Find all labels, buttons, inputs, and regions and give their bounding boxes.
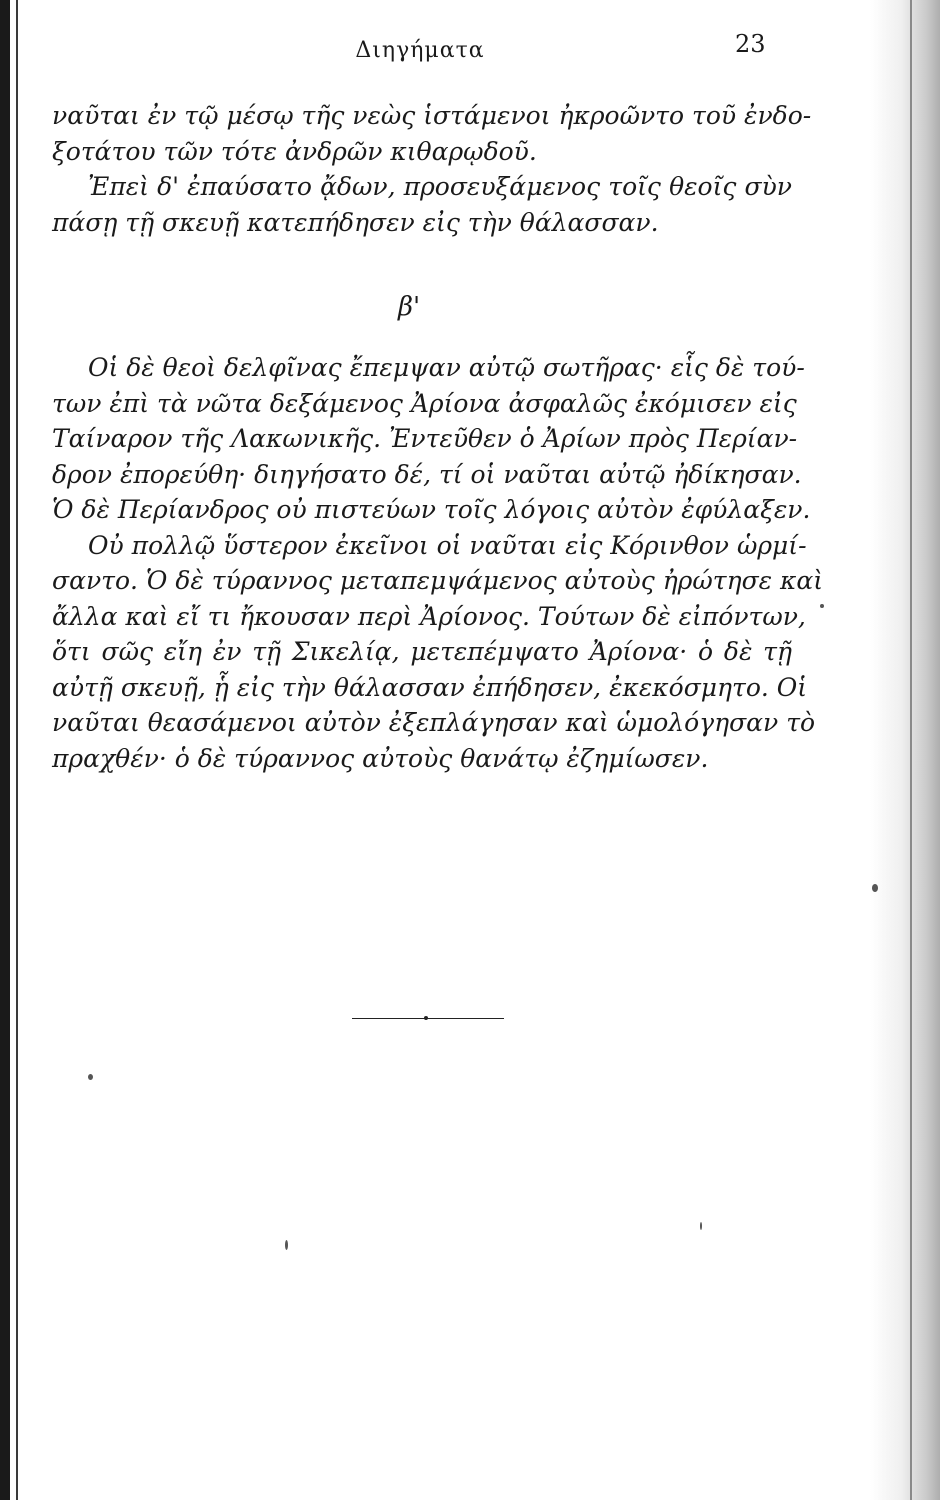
book-gutter-line [16,0,18,1500]
text-line: ναῦται θεασάμενοι αὐτὸν ἐξεπλάγησαν καὶ ὡμολόγησαν τὸ [52,708,816,737]
paragraph [52,169,792,240]
page-edge-shadow [870,0,940,1500]
paper-speck [820,604,824,608]
paragraph [52,98,812,169]
text-line: πάσῃ τῇ σκευῇ κατεπήδησεν εἰς τὴν θάλασσαν. [52,207,659,237]
text-line: πραχθέν· ὁ δὲ τύραννος αὐτοὺς θανάτῳ ἐζημίωσεν. [52,743,709,773]
book-spine-shadow [0,0,10,1500]
text-line: δρον ἐπορεύθη· διηγήσατο δέ, τί οἱ ναῦται αὐτῷ ἠδίκησαν. [52,459,802,489]
page-number: 23 [735,30,766,58]
paragraph [52,350,811,528]
paper-speck [88,1074,93,1080]
page-edge-line [910,0,912,1500]
text-line: των ἐπὶ τὰ νῶτα δεξάμενος Ἀρίονα ἀσφαλῶς ἐκόμισεν εἰς [52,388,797,418]
text-line: ξοτάτου τῶν τότε ἀνδρῶν κιθαρῳδοῦ. [52,136,537,166]
paragraph [52,528,824,777]
paper-speck [872,884,878,892]
text-line: Οὐ πολλῷ ὕστερον ἐκεῖνοι οἱ ναῦται εἰς Κόρινθον ὡρμί- [88,530,807,560]
text-line: Οἱ δὲ θεοὶ δελφῖνας ἔπεμψαν αὐτῷ σωτῆρας· εἷς δὲ τού- [88,353,805,382]
text-block-bottom [52,350,824,776]
text-line: ναῦται ἐν τῷ μέσῳ τῆς νεὼς ἱστάμενοι ἠκροῶντο τοῦ ἐνδο- [52,101,812,130]
text-line: αὐτῇ σκευῇ, ᾗ εἰς τὴν θάλασσαν ἐπήδησεν, ἐκεκόσμητο. Οἱ [52,672,808,702]
running-head: Διηγήματα [355,38,485,63]
text-line: ἄλλα καὶ εἴ τι ἤκουσαν περὶ Ἀρίονος. Τούτων δὲ εἰπόντων, [52,601,806,631]
text-line: ὅτι σῶς εἴη ἐν τῇ Σικελίᾳ, μετεπέμψατο Ἀρίονα· ὁ δὲ τῇ [52,637,792,666]
end-ornament-rule [352,1018,504,1020]
end-ornament-dot [424,1016,428,1020]
text-block-top [52,98,812,240]
text-line: Ἐπεὶ δ' ἐπαύσατο ᾄδων, προσευξάμενος τοῖς θεοῖς σὺν [88,172,792,201]
section-marker: β' [398,292,421,322]
paper-speck [700,1222,702,1230]
paper-speck [285,1240,288,1250]
text-line: Ταίναρον τῆς Λακωνικῆς. Ἐντεῦθεν ὁ Ἀρίων πρὸς Περίαν- [52,424,798,453]
text-line: Ὁ δὲ Περίανδρος οὐ πιστεύων τοῖς λόγοις αὐτὸν ἐφύλαξεν. [52,495,811,524]
text-line: σαντο. Ὁ δὲ τύραννος μεταπεμψάμενος αὐτοὺς ἠρώτησε καὶ [52,566,824,595]
